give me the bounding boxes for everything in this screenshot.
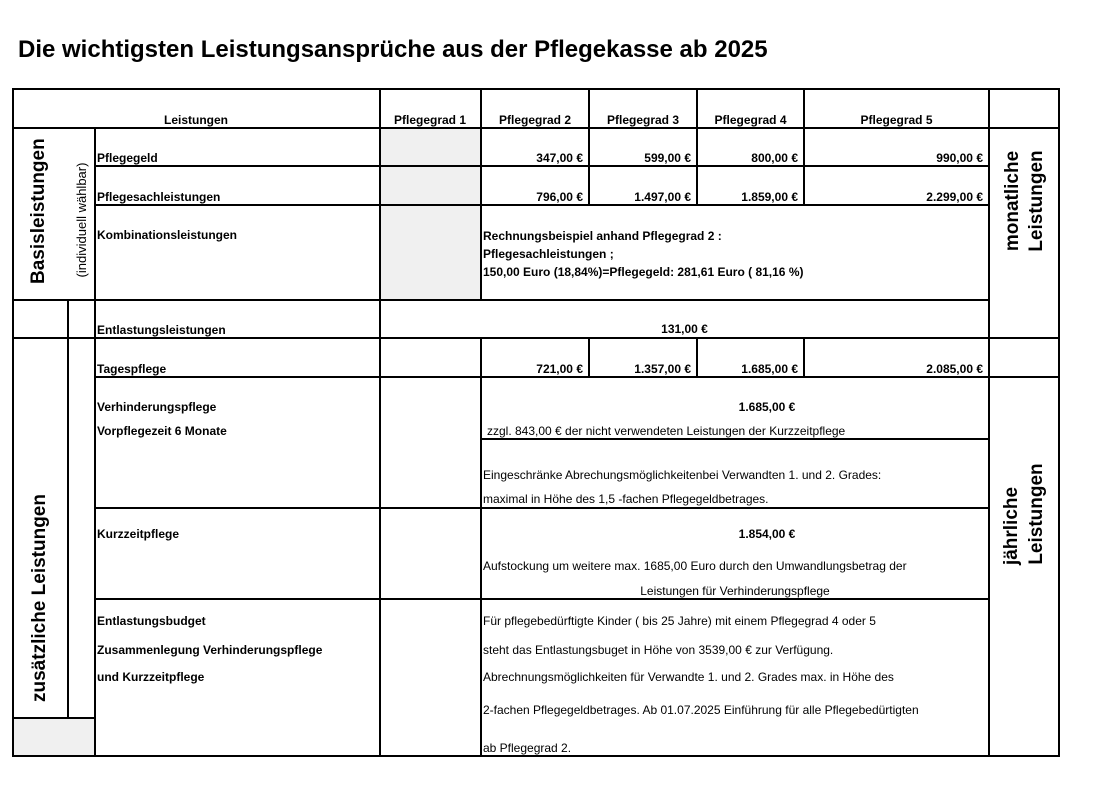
- tagespflege-pg2: 721,00 €: [536, 362, 583, 376]
- budget-info-3: Abrechnungsmöglichkeiten für Verwandte 1. und 2. Grades max. in Höhe des: [483, 670, 894, 684]
- header-pflegegrad-3: Pflegegrad 3: [606, 113, 680, 127]
- header-leistungen: Leistungen: [163, 113, 228, 127]
- entlastung-value: 131,00 €: [661, 322, 708, 336]
- budget-info-2: steht das Entlastungsbuget in Höhe von 3539,00 € zur Verfügung.: [483, 643, 834, 657]
- header-pflegegrad-2: Pflegegrad 2: [498, 113, 572, 127]
- side-label-jaehrliche-leistungen: Leistungen: [1026, 463, 1047, 565]
- row-budget-sublabel-1: Zusammenlegung Verhinderungspflege: [97, 643, 323, 657]
- header-pflegegrad-4: Pflegegrad 4: [714, 113, 787, 127]
- header-pflegegrad-5: Pflegegrad 5: [860, 113, 933, 127]
- row-kombination-label: Kombinationsleistungen: [97, 228, 238, 242]
- pflegegeld-pg4: 800,00 €: [751, 151, 798, 165]
- sachleistungen-pg4: 1.859,00 €: [741, 190, 798, 204]
- pg1-shaded-cell: [381, 129, 480, 300]
- kombination-line-2: Pflegesachleistungen ;: [483, 247, 614, 261]
- kurzzeit-info-1: Aufstockung um weitere max. 1685,00 Euro durch den Umwandlungsbetrag der: [483, 559, 907, 573]
- tagespflege-pg3: 1.357,00 €: [634, 362, 691, 376]
- tagespflege-pg4: 1.685,00 €: [741, 362, 798, 376]
- pflegegeld-pg3: 599,00 €: [644, 151, 691, 165]
- verhinderung-info-1: Eingeschränke Abrechungsmöglichkeitenbei Verwandten 1. und 2. Grades:: [483, 468, 882, 482]
- side-label-jaehrliche: jährliche: [1001, 486, 1022, 566]
- row-verhinderung-label: Verhinderungspflege: [97, 400, 217, 414]
- budget-info-4: 2-fachen Pflegegeldbetrages. Ab 01.07.2025 Einführung für alle Pflegebedürtigten: [483, 703, 919, 717]
- row-pflegegeld-label: Pflegegeld: [97, 151, 158, 165]
- row-tagespflege-label: Tagespflege: [97, 362, 167, 376]
- row-verhinderung-sublabel: Vorpflegezeit 6 Monate: [97, 424, 227, 438]
- side-label-basisleistungen: Basisleistungen: [28, 138, 49, 284]
- side-label-zusaetzlich: zusätzliche Leistungen: [29, 494, 50, 702]
- page-title: Die wichtigsten Leistungsansprüche aus der Pflegekasse ab 2025: [18, 36, 768, 63]
- verhinderung-info-2: maximal in Höhe des 1,5 -fachen Pflegegeldbetrages.: [483, 492, 769, 506]
- kurzzeit-value: 1.854,00 €: [738, 527, 796, 541]
- header-pflegegrad-1: Pflegegrad 1: [393, 113, 467, 127]
- row-entlastung-label: Entlastungsleistungen: [97, 323, 226, 337]
- kurzzeit-info-2: Leistungen für Verhinderungspflege: [640, 584, 830, 598]
- row-budget-label: Entlastungsbudget: [97, 614, 206, 628]
- row-budget-sublabel-2: und Kurzzeitpflege: [97, 670, 205, 684]
- budget-info-5: ab Pflegegrad 2.: [483, 741, 572, 755]
- verhinderung-value: 1.685,00 €: [738, 400, 796, 414]
- verhinderung-note: zzgl. 843,00 € der nicht verwendeten Leistungen der Kurzzeitpflege: [487, 424, 846, 438]
- pflegegeld-pg2: 347,00 €: [536, 151, 583, 165]
- tagespflege-pg5: 2.085,00 €: [926, 362, 983, 376]
- sachleistungen-pg5: 2.299,00 €: [926, 190, 983, 204]
- side-label-monatliche-leistungen: Leistungen: [1026, 150, 1047, 252]
- kombination-line-1: Rechnungsbeispiel anhand Pflegegrad 2 :: [483, 229, 722, 243]
- corner-shaded-cell: [13, 718, 94, 756]
- sachleistungen-pg2: 796,00 €: [536, 190, 583, 204]
- row-sachleistungen-label: Pflegesachleistungen: [97, 190, 221, 204]
- side-label-individuell: (individuell wählbar): [74, 162, 89, 278]
- pflegegeld-pg5: 990,00 €: [936, 151, 983, 165]
- side-label-monatliche: monatliche: [1002, 150, 1023, 252]
- budget-info-1: Für pflegebedürftigte Kinder ( bis 25 Jahre) mit einem Pflegegrad 4 oder 5: [483, 614, 876, 628]
- row-kurzzeit-label: Kurzzeitpflege: [97, 527, 180, 541]
- sachleistungen-pg3: 1.497,00 €: [634, 190, 691, 204]
- kombination-line-3: 150,00 Euro (18,84%)=Pflegegeld: 281,61 Euro ( 81,16 %): [483, 265, 804, 279]
